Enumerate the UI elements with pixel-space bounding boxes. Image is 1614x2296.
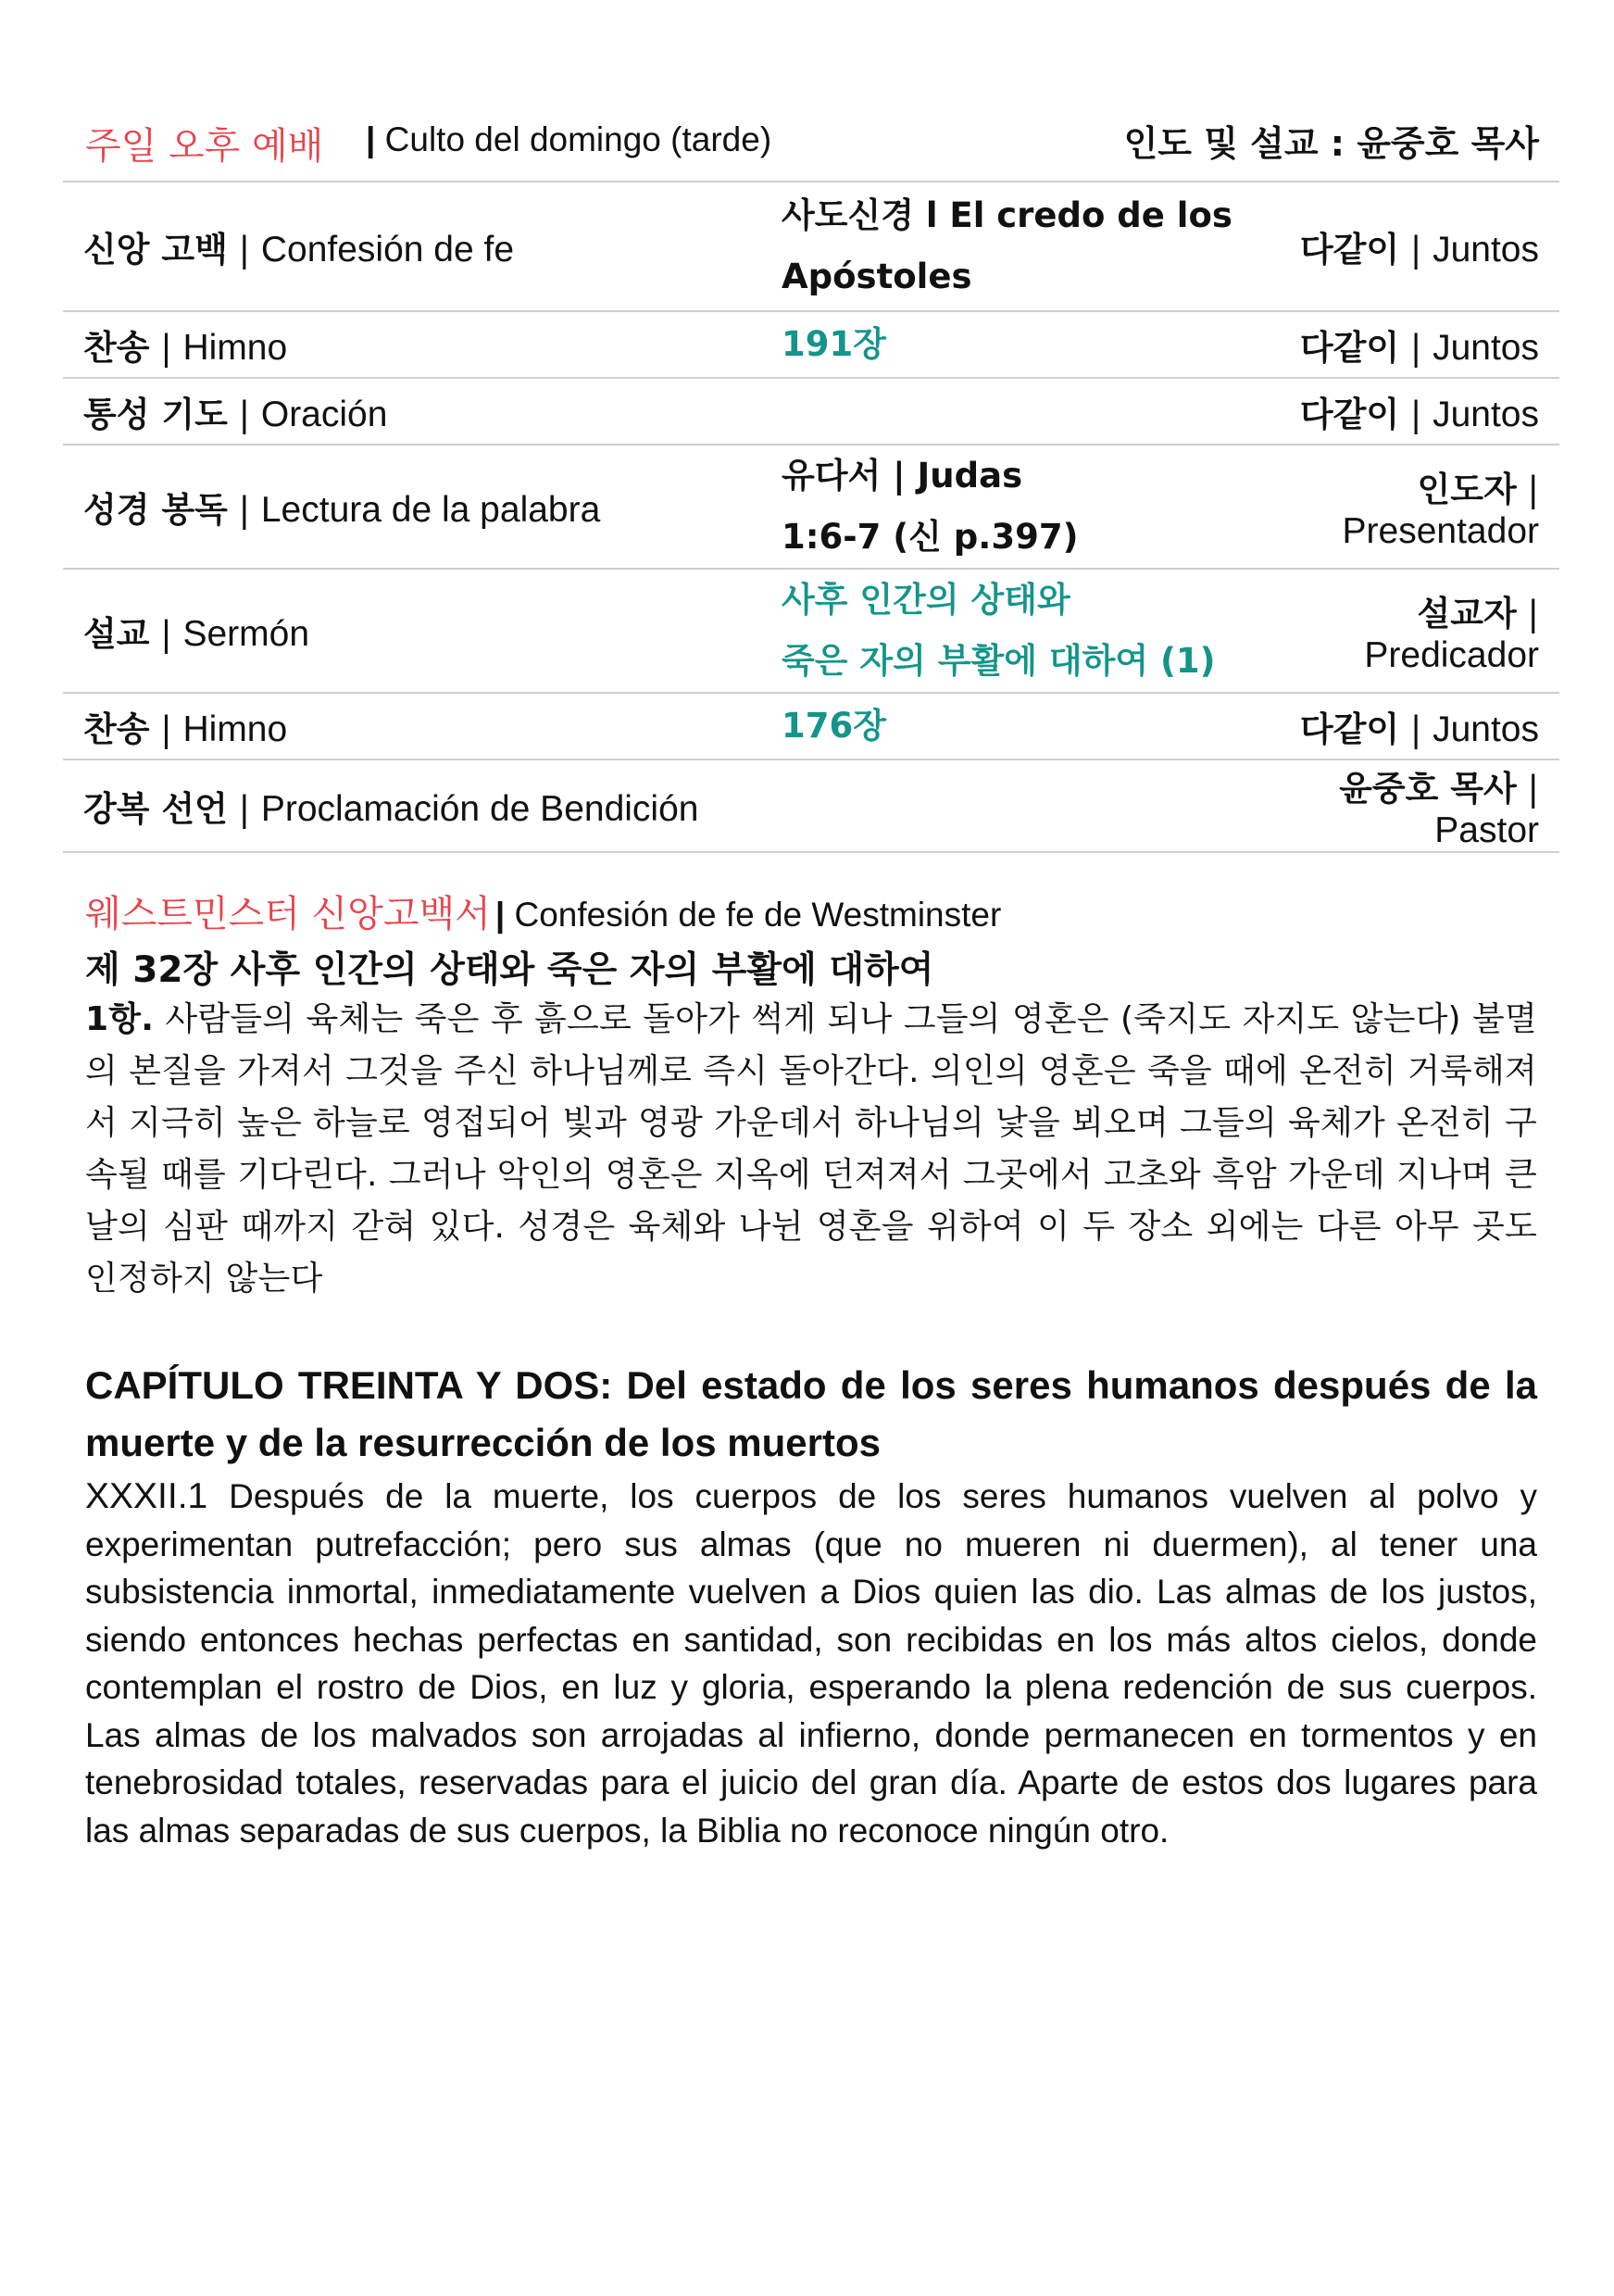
order-row <box>63 759 1559 852</box>
order-item-kr: 찬송 <box>83 709 150 749</box>
order-responsible-es: Juntos <box>1433 709 1539 749</box>
paragraph-text-es: Después de la muerte, los cuerpos de los seres humanos vuelven al polvo y experimentan putrefacción; pero sus almas (que no mueren ni duermen), al tener una subsistencia inmortal, inmediatamente vuelven a Dios quien las dio. Las almas de los justos, siendo entonces hechas perfectas en santidad, son recibidas en los más altos cielos, donde contemplan el rostro de Dios, en luz y gloria, esperando la plena redención de sus cuerpos. Las almas de los malvados son arrojadas al infierno, donde permanecen en tormentos y en tenebrosidad totales, reservadas para el juicio del gran día. Aparte de estos dos lugares para las almas separadas de sus cuerpos, la Biblia no reconoce ningún otro. <box>85 1477 1537 1850</box>
order-responsible-kr: 다같이 <box>1299 328 1400 368</box>
order-detail <box>761 182 1265 311</box>
order-item-kr: 찬송 <box>83 328 150 368</box>
order-detail-line: 죽은 자의 부활에 대하여 (1) <box>782 641 1216 681</box>
order-row <box>63 182 1559 311</box>
paragraph-es <box>85 1473 1537 1854</box>
order-item-kr: 통성 기도 <box>83 395 228 434</box>
paragraph-text-kr: 사람들의 육체는 죽은 후 흙으로 돌아가 썩게 되나 그들의 영혼은 (죽지도 자지도 않는다) 불멸의 본질을 가져서 그것을 주신 하나님께로 즉시 돌아간다. 의인의 영혼은 죽을 때에 온전히 거룩해져서 지극히 높은 하늘로 영접되어 빛과 영광 가운데서 하나님의 낯을 뵈오며 그들의 육체가 온전히 구속될 때를 기다린다. 그러나 악인의 영혼은 지옥에 던져져서 그곳에서 고초와 흑암 가운데 지나며 큰 날의 심판 때까지 갇혀 있다. 성경은 육체와 나뉜 영혼을 위하여 이 두 장소 외에는 다른 아무 곳도 인정하지 않는다 <box>85 1000 1537 1298</box>
chapter-title-kr: 제 32장 사후 인간의 상태와 죽은 자의 부활에 대하여 <box>85 949 934 991</box>
order-detail <box>761 378 1265 445</box>
order-item-kr: 신앙 고백 <box>83 229 228 270</box>
order-row <box>63 378 1559 445</box>
service-title-es-wrap <box>366 120 771 159</box>
paragraph-number-kr: 1항. <box>85 1000 155 1038</box>
order-detail-line: Apóstoles <box>782 256 972 296</box>
order-detail <box>761 311 1265 378</box>
order-responsible: 인도자 | Presentador <box>1265 445 1559 569</box>
order-item: 통성 기도 | Oración <box>63 378 761 445</box>
order-item-es: Himno <box>182 328 288 368</box>
order-responsible-kr: 설교자 <box>1417 594 1517 634</box>
order-detail-line: 유다서 | Judas <box>782 456 1023 496</box>
order-responsible-es: Juntos <box>1433 395 1539 434</box>
paragraph-number-es: XXXII.1 <box>85 1476 208 1516</box>
order-responsible-es: Juntos <box>1433 328 1539 368</box>
order-responsible-es: Presentador <box>1342 511 1539 551</box>
order-item-kr: 강복 선언 <box>83 789 228 829</box>
order-responsible-kr: 다같이 <box>1299 229 1400 270</box>
confession-title-es: Confesión de fe de Westminster <box>514 896 1002 934</box>
order-detail <box>761 693 1265 759</box>
confession-header <box>85 885 1539 937</box>
order-detail-line: 사도신경 l El credo de los <box>782 194 1232 235</box>
order-responsible-es: Pastor <box>1434 810 1539 850</box>
title-separator: | <box>366 120 376 158</box>
service-title-kr: 주일 오후 예배 <box>85 125 324 168</box>
order-item: 강복 선언 | Proclamación de Bendición <box>63 759 761 852</box>
order-responsible: 다같이 | Juntos <box>1265 311 1559 378</box>
confession-title-es-wrap <box>495 896 1001 934</box>
order-detail-line: 176장 <box>782 706 886 746</box>
order-item-es: Sermón <box>182 614 310 654</box>
chapter-title-es: CAPÍTULO TREINTA Y DOS: Del estado de los seres humanos después de la muerte y de la resurrección de los muertos <box>85 1363 1537 1464</box>
order-responsible-kr: 다같이 <box>1299 709 1400 749</box>
order-item-es: Himno <box>182 709 288 749</box>
order-responsible-kr: 다같이 <box>1299 395 1400 434</box>
order-responsible: 윤중호 목사 | Pastor <box>1265 759 1559 852</box>
order-item: 설교 | Sermón <box>63 569 761 693</box>
order-detail-line: 사후 인간의 상태와 <box>782 580 1070 620</box>
order-responsible: 다같이 | Juntos <box>1265 182 1559 311</box>
order-of-worship <box>63 182 1559 853</box>
service-leader: 인도 및 설교 : 윤중호 목사 <box>1123 123 1539 164</box>
order-item-es: Lectura de la palabra <box>260 490 601 530</box>
order-item-kr: 설교 <box>83 614 150 654</box>
title-separator: | <box>494 896 506 934</box>
order-detail-line: 1:6-7 (신 p.397) <box>782 517 1079 557</box>
service-title-es: Culto del domingo (tarde) <box>384 120 772 158</box>
order-detail <box>761 445 1265 569</box>
order-item: 신앙 고백 | Confesión de fe <box>63 182 761 311</box>
order-responsible-kr: 윤중호 목사 <box>1339 769 1517 809</box>
order-responsible-kr: 인도자 <box>1417 470 1517 509</box>
order-item: 찬송 | Himno <box>63 311 761 378</box>
order-responsible: 설교자 | Predicador <box>1265 569 1559 693</box>
order-item-kr: 성경 봉독 <box>83 490 228 530</box>
order-item: 찬송 | Himno <box>63 693 761 759</box>
order-item-es: Confesión de fe <box>260 229 515 270</box>
order-responsible: 다같이 | Juntos <box>1265 378 1559 445</box>
order-item-es: Proclamación de Bendición <box>260 789 699 829</box>
order-responsible-es: Predicador <box>1364 635 1539 675</box>
order-detail-line: 191장 <box>782 324 886 364</box>
service-header <box>85 109 1539 174</box>
order-row <box>63 445 1559 569</box>
order-detail <box>761 759 1265 852</box>
order-responsible: 다같이 | Juntos <box>1265 693 1559 759</box>
order-row <box>63 569 1559 693</box>
order-detail <box>761 569 1265 693</box>
confession-title-kr: 웨스트민스터 신앙고백서 <box>85 893 491 935</box>
order-item-es: Oración <box>260 395 388 434</box>
order-row <box>63 311 1559 378</box>
paragraph-kr <box>85 994 1537 1305</box>
order-item: 성경 봉독 | Lectura de la palabra <box>63 445 761 569</box>
order-row <box>63 693 1559 759</box>
order-responsible-es: Juntos <box>1433 229 1539 270</box>
